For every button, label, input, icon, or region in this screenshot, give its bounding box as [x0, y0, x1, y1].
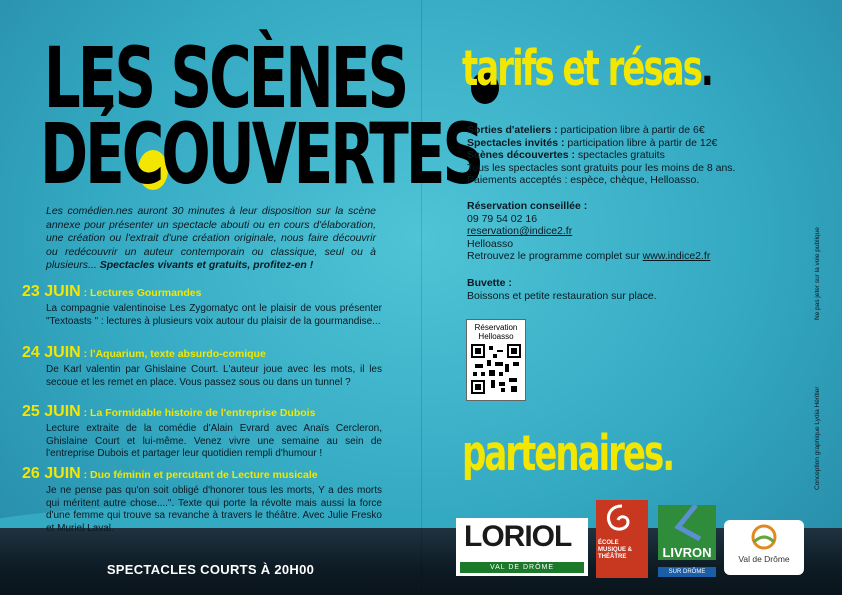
event-description: Je ne pense pas qu'on soit obligé d'honorer tous les morts, Y a des morts qui méritent autre chose....". Texte qui porte la révolte mais aussi la force d'une femme qui trouve sa revanche à travers le théâtre. Avec Julie Fresko et Muriel Laval. — [46, 485, 382, 534]
livron-logo-text: LIVRON — [662, 545, 712, 560]
loriol-logo[interactable] — [456, 518, 588, 576]
event-date: 23 JUIN — [22, 283, 81, 300]
vdd-logo-text: Val de Drôme — [738, 554, 790, 564]
resa-prog-text: Retrouvez le programme complet sur — [467, 250, 643, 262]
tarifs-block — [467, 124, 787, 187]
intro-body: Les comédien.nes auront 30 minutes à leur disposition sur la scène annexe pour présenter un spectacle abouti ou en cours d'élaboration, une création ou l'extrait d'une création originale, nous faire découvrir ou redécouvrir un auteur contemporain ou classique, seul ou à plusieurs... — [46, 205, 376, 271]
partenaires-title-text: partenaires — [462, 425, 663, 483]
event-24-juin — [22, 344, 382, 389]
event-25-juin — [22, 403, 382, 461]
resa-email-link[interactable]: reservation@indice2.fr — [467, 225, 573, 237]
resa-site-link[interactable]: www.indice2.fr — [642, 250, 711, 262]
livron-logo[interactable] — [658, 505, 716, 577]
resa-phone[interactable]: 09 79 54 02 16 — [467, 212, 538, 225]
loriol-logo-text: LORIOL — [464, 520, 572, 553]
event-title: : La Formidable histoire de l'entreprise Dubois — [80, 407, 316, 419]
buvette-text: Boissons et petite restauration sur place. — [467, 289, 657, 302]
tarifs-title: tarifs et résas. — [462, 40, 712, 98]
event-title: : Duo féminin et percutant de Lecture musicale — [80, 469, 318, 481]
tarif-note: Paiements acceptés : espèce, chèque, Helloasso. — [467, 174, 700, 186]
reservation-block — [467, 200, 787, 263]
music-note-icon — [596, 500, 648, 538]
tarif-note: Tous les spectacles sont gratuits pour les moins de 8 ans. — [467, 161, 736, 174]
event-description: La compagnie valentinoise Les Zygomatyc ont le plaisir de vous présenter "Textoasts " : lectures à plusieurs voix autour du plaisir de la gourmandise... — [46, 303, 382, 327]
tarif-row — [467, 149, 787, 162]
tarif-value: spectacles gratuits — [574, 149, 665, 161]
title-line-2: DÉCOUVERTES — [40, 104, 482, 204]
ecole-logo-text: ÉCOLE MUSIQUE & THÉÂTRE — [598, 540, 633, 560]
tarif-row — [467, 124, 787, 137]
event-26-juin — [22, 465, 382, 535]
tarif-row — [467, 137, 787, 150]
side-text-recycle: Ne pas jeter sur la voie publique — [814, 227, 821, 320]
event-title: : Lectures Gourmandes — [80, 287, 202, 299]
event-date: 26 JUIN — [22, 465, 81, 482]
side-text-credits: Conception graphique Lydia Héritier — [814, 386, 821, 490]
event-title: : l'Aquarium, texte absurdo-comique — [80, 348, 266, 360]
intro-bold: Spectacles vivants et gratuits, profitez-en ! — [99, 259, 314, 271]
event-date: 25 JUIN — [22, 403, 81, 420]
buvette-block — [467, 277, 787, 302]
qr-code-box[interactable] — [466, 319, 526, 401]
val-de-drome-logo[interactable] — [724, 520, 804, 575]
tarif-label: Spectacles invités : — [467, 136, 565, 149]
partenaires-title: partenaires. — [462, 425, 674, 483]
event-description: De Karl valentin par Ghislaine Court. L'auteur joue avec les mots, il les secoue et les remet en place. Vous passez sous ou dans un tunnel ? — [46, 364, 382, 388]
tarifs-title-text: tarifs et résas — [462, 40, 701, 98]
footer-text: SPECTACLES COURTS À 20H00 — [106, 562, 315, 577]
tarif-label: Sorties d'ateliers : — [467, 124, 558, 136]
tarif-value: participation libre à partir de 12€ — [564, 136, 718, 149]
qr-label: Réservation Helloasso — [474, 323, 518, 341]
tarif-value: participation libre à partir de 6€ — [557, 124, 705, 136]
qr-code-icon — [471, 344, 521, 394]
event-date: 24 JUIN — [22, 344, 81, 361]
resa-helloasso: Helloasso — [467, 237, 514, 250]
title-line-1: LES SCÈNES — [43, 28, 407, 128]
tarif-label: Scènes découvertes : — [467, 149, 575, 161]
buvette-label: Buvette : — [467, 277, 512, 289]
river-icon — [658, 505, 716, 545]
intro-text — [46, 205, 376, 273]
fold-line — [421, 0, 422, 595]
event-23-juin — [22, 283, 382, 328]
livron-logo-sub: SUR DRÔME — [658, 567, 716, 577]
sun-hills-icon — [724, 520, 804, 554]
event-description: Lecture extraite de la comédie d'Alain Evrard avec Anaïs Cercleron, Ghislaine Court et lui-même. Venez vivre une semaine au sein de l'entreprise Dubois et partager leur quotidien rempli d'humour ! — [46, 423, 382, 459]
resa-label: Réservation conseillée : — [467, 200, 588, 212]
ecole-musique-logo[interactable] — [596, 500, 648, 578]
resa-programme — [467, 250, 787, 263]
loriol-logo-sub: VAL DE DRÔME — [460, 562, 584, 573]
